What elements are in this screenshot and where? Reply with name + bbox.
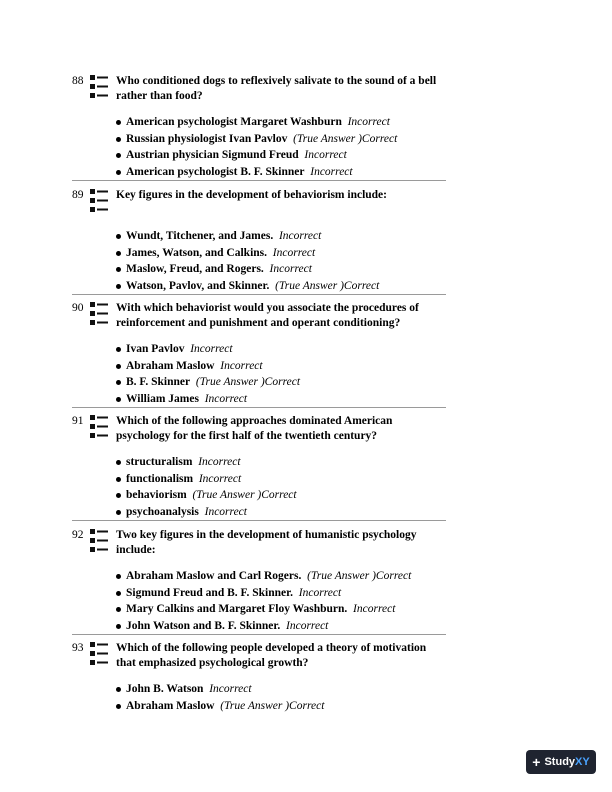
answer-text: Mary Calkins and Margaret Floy Washburn. <box>126 603 348 615</box>
answer-item <box>72 228 446 245</box>
question-number: 91 <box>72 415 84 427</box>
answer-item <box>72 504 446 521</box>
answer-item <box>72 568 446 585</box>
question-header <box>72 528 446 562</box>
answer-item <box>72 471 446 488</box>
list-icon <box>88 301 110 327</box>
answer-text: functionalism <box>126 472 194 485</box>
bullet-icon <box>116 347 121 352</box>
answer-text: Abraham Maslow <box>126 359 215 372</box>
question-number: 92 <box>72 529 84 541</box>
answer-item <box>72 681 446 698</box>
question-text: With which behaviorist would you associate the procedures of reinforcement and punishment and operant conditioning? <box>116 302 419 329</box>
bullet-icon <box>116 120 121 125</box>
answer-text: Abraham Maslow <box>126 699 215 712</box>
bullet-icon <box>116 397 121 402</box>
question-block <box>72 74 446 180</box>
answer-mark: (True Answer )Correct <box>307 570 412 582</box>
bullet-icon <box>116 687 121 692</box>
answer-mark: Incorrect <box>353 603 396 615</box>
question-divider <box>72 634 446 635</box>
bullet-icon <box>116 607 121 612</box>
question-text: Who conditioned dogs to reflexively salivate to the sound of a bell rather than food? <box>116 75 437 102</box>
answer-mark: Incorrect <box>310 165 353 178</box>
bullet-icon <box>116 284 121 289</box>
question-header <box>72 188 446 222</box>
answer-mark: Incorrect <box>190 343 233 355</box>
answer-list <box>72 681 446 714</box>
answer-text: Russian physiologist Ivan Pavlov <box>126 132 288 145</box>
bullet-icon <box>116 591 121 596</box>
answer-mark: Incorrect <box>269 263 312 275</box>
answer-text: Watson, Pavlov, and Skinner. <box>126 279 270 292</box>
answer-text: American psychologist B. F. Skinner <box>126 165 305 178</box>
list-icon <box>88 414 110 440</box>
question-divider <box>72 520 446 521</box>
bullet-icon <box>116 510 121 515</box>
question-block <box>72 188 446 294</box>
answer-item <box>72 147 446 164</box>
answer-item <box>72 261 446 278</box>
answer-mark: (True Answer )Correct <box>195 376 301 388</box>
question-block <box>72 414 446 520</box>
question-divider <box>72 407 446 408</box>
answer-mark: (True Answer )Correct <box>192 489 297 501</box>
question-text: Which of the following approaches dominated American psychology for the first half of the twentieth century? <box>116 415 393 442</box>
answer-list <box>72 228 446 294</box>
question-number: 90 <box>72 302 84 314</box>
answer-list <box>72 114 446 180</box>
answer-mark: (True Answer )Correct <box>293 132 398 145</box>
answer-list <box>72 454 446 520</box>
answer-item <box>72 164 446 181</box>
answer-mark: Incorrect <box>298 586 342 599</box>
answer-text: William James <box>126 392 199 405</box>
answer-item <box>72 114 446 131</box>
answer-mark: (True Answer )Correct <box>275 279 380 292</box>
question-header <box>72 414 446 448</box>
question-text: Two key figures in the development of humanistic psychology include: <box>116 529 417 556</box>
answer-mark: Incorrect <box>220 359 263 372</box>
list-icon <box>88 74 110 100</box>
plus-icon: + <box>532 754 541 770</box>
badge-label: StudyXY <box>544 756 590 768</box>
bullet-icon <box>116 153 121 158</box>
answer-mark: Incorrect <box>198 472 242 485</box>
answer-item <box>72 454 446 471</box>
bullet-icon <box>116 137 121 142</box>
bullet-icon <box>116 170 121 175</box>
question-text: Which of the following people developed a theory of motivation that emphasized psychological growth? <box>116 642 427 669</box>
answer-mark: Incorrect <box>204 392 248 405</box>
answer-item <box>72 585 446 602</box>
list-icon <box>88 528 110 554</box>
answer-mark: Incorrect <box>272 246 316 259</box>
bullet-icon <box>116 460 121 465</box>
question-number: 93 <box>72 642 84 654</box>
bullet-icon <box>116 380 121 385</box>
answer-mark: Incorrect <box>209 683 252 695</box>
answer-mark: (True Answer )Correct <box>220 699 325 712</box>
answer-text: behaviorism <box>126 489 187 501</box>
list-icon <box>88 641 110 667</box>
answer-mark: Incorrect <box>278 230 322 242</box>
answer-mark: Incorrect <box>304 149 347 161</box>
bullet-icon <box>116 624 121 629</box>
answer-text: B. F. Skinner <box>126 376 191 388</box>
answer-text: John Watson and B. F. Skinner. <box>126 619 281 632</box>
answer-mark: Incorrect <box>204 505 247 518</box>
answer-list <box>72 568 446 634</box>
studyxy-badge[interactable] <box>526 750 596 774</box>
answer-list <box>72 341 446 407</box>
question-number: 89 <box>72 189 84 201</box>
bullet-icon <box>116 704 121 709</box>
bullet-icon <box>116 574 121 579</box>
answer-text: Austrian physician Sigmund Freud <box>126 149 299 161</box>
answer-item <box>72 601 446 618</box>
bullet-icon <box>116 234 121 239</box>
answer-text: Sigmund Freud and B. F. Skinner. <box>126 586 294 599</box>
list-icon <box>88 188 110 214</box>
answer-text: Wundt, Titchener, and James. <box>126 230 274 242</box>
answer-item <box>72 698 446 715</box>
answer-item <box>72 278 446 295</box>
answer-mark: Incorrect <box>347 116 390 128</box>
question-block <box>72 301 446 407</box>
answer-text: Maslow, Freud, and Rogers. <box>126 263 264 275</box>
answer-item <box>72 391 446 408</box>
question-divider <box>72 180 446 181</box>
answer-item <box>72 131 446 148</box>
answer-item <box>72 245 446 262</box>
answer-text: Ivan Pavlov <box>126 343 185 355</box>
bullet-icon <box>116 493 121 498</box>
answer-item <box>72 487 446 504</box>
answer-text: psychoanalysis <box>126 505 199 518</box>
answer-item <box>72 618 446 635</box>
question-header <box>72 641 446 675</box>
answer-text: James, Watson, and Calkins. <box>126 246 268 259</box>
question-divider <box>72 294 446 295</box>
question-block <box>72 641 446 714</box>
bullet-icon <box>116 477 121 482</box>
bullet-icon <box>116 251 121 256</box>
answer-mark: Incorrect <box>286 619 329 632</box>
question-number: 88 <box>72 75 84 87</box>
answer-text: John B. Watson <box>126 683 204 695</box>
question-header <box>72 74 446 108</box>
answer-text: Abraham Maslow and Carl Rogers. <box>126 570 302 582</box>
question-block <box>72 528 446 634</box>
answer-item <box>72 341 446 358</box>
question-header <box>72 301 446 335</box>
answer-text: structuralism <box>126 456 193 468</box>
bullet-icon <box>116 364 121 369</box>
answer-mark: Incorrect <box>198 456 241 468</box>
bullet-icon <box>116 267 121 272</box>
answer-text: American psychologist Margaret Washburn <box>126 116 342 128</box>
answer-item <box>72 374 446 391</box>
answer-item <box>72 358 446 375</box>
question-text: Key figures in the development of behaviorism include: <box>116 189 387 201</box>
